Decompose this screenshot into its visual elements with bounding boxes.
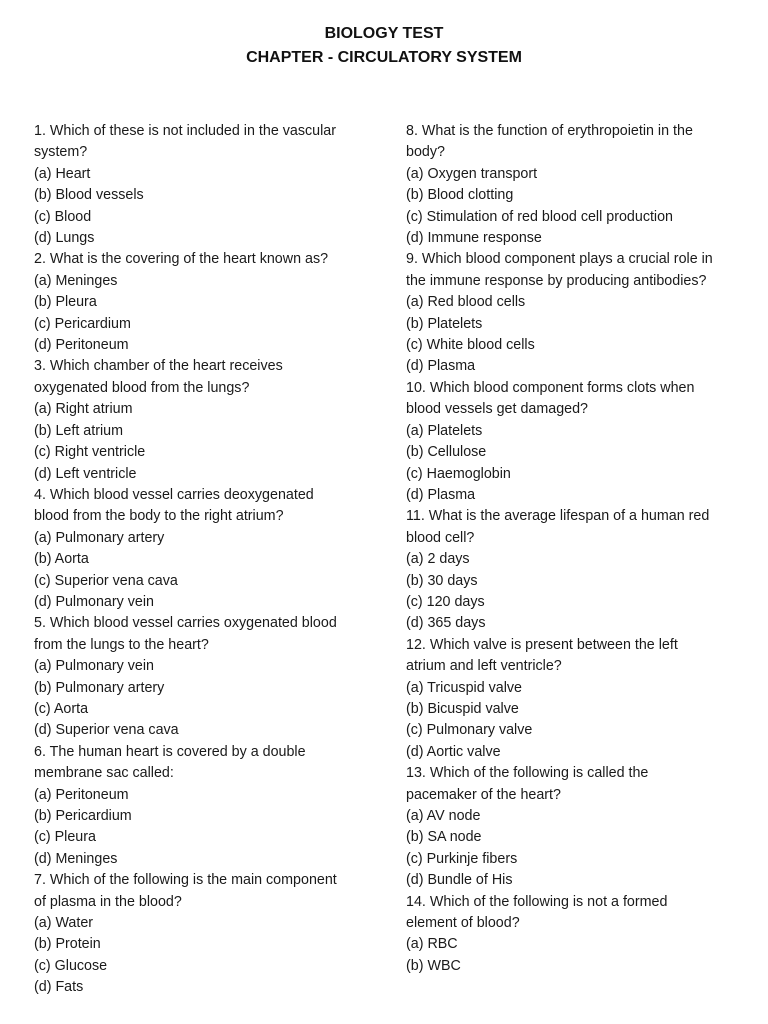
answer-option: (b) Platelets	[406, 315, 483, 332]
answer-option: (b) Pericardium	[34, 808, 132, 824]
answer-option: (c) Glucose	[34, 957, 108, 974]
question-text-continued: atrium and left ventricle?	[406, 658, 562, 675]
answer-option: (a) Water	[34, 915, 94, 932]
question-text-continued: membrane sac called:	[34, 765, 174, 782]
question-text-continued: body?	[406, 144, 445, 161]
answer-option: (a) Tricuspid valve	[406, 679, 523, 696]
answer-option: (d) Pulmonary vein	[34, 593, 154, 610]
answer-option: (c) Stimulation of red blood cell production	[406, 208, 674, 225]
answer-option: (b) WBC	[406, 957, 461, 974]
answer-option: (a) RBC	[406, 936, 458, 953]
answer-option: (a) Pulmonary artery	[34, 529, 165, 546]
question-text: 11. What is the average lifespan of a human red	[406, 508, 710, 525]
answer-option: (b) Protein	[34, 936, 101, 953]
answer-option: (b) SA node	[406, 829, 482, 846]
answer-option: (b) 30 days	[406, 572, 478, 589]
answer-option: (d) Plasma	[406, 358, 476, 375]
answer-option: (a) Right atrium	[34, 401, 133, 418]
answer-option: (b) Blood vessels	[34, 187, 144, 204]
answer-option: (c) Right ventricle	[34, 444, 146, 461]
question-text: 8. What is the function of erythropoietin in the	[406, 123, 693, 139]
answer-option: (a) Heart	[34, 165, 91, 182]
answer-option: (a) Meninges	[34, 272, 118, 289]
answer-option: (c) Haemoglobin	[406, 465, 511, 482]
answer-option: (a) AV node	[406, 808, 481, 824]
document-title: BIOLOGY TEST	[324, 25, 444, 42]
answer-option: (c) Superior vena cava	[34, 572, 178, 589]
answer-option: (b) Pulmonary artery	[34, 679, 165, 696]
question-text-continued: blood cell?	[406, 529, 475, 546]
answer-option: (d) Immune response	[406, 230, 542, 247]
question-text: 4. Which blood vessel carries deoxygenated	[34, 486, 314, 503]
question-text-continued: from the lungs to the heart?	[34, 636, 209, 653]
question-text: 9. Which blood component plays a crucial role in	[406, 251, 713, 268]
chapter-title: CHAPTER - CIRCULATORY SYSTEM	[246, 49, 522, 66]
answer-option: (c) Aorta	[34, 700, 89, 717]
question-text: 2. What is the covering of the heart known as?	[34, 251, 329, 268]
question-text: 7. Which of the following is the main component	[34, 872, 337, 889]
answer-option: (a) Pulmonary vein	[34, 658, 154, 675]
answer-option: (d) Plasma	[406, 486, 476, 503]
answer-option: (b) Bicuspid valve	[406, 700, 519, 717]
answer-option: (b) Pleura	[34, 294, 97, 311]
question-text: 5. Which blood vessel carries oxygenated blood	[34, 615, 337, 632]
question-text-continued: pacemaker of the heart?	[406, 786, 561, 803]
answer-option: (d) Bundle of His	[406, 872, 513, 889]
left-question-column	[34, 121, 374, 999]
question-text-continued: blood from the body to the right atrium?	[34, 508, 284, 525]
answer-option: (c) White blood cells	[406, 337, 535, 354]
question-text: 3. Which chamber of the heart receives	[34, 358, 283, 375]
answer-option: (b) Aorta	[34, 551, 89, 568]
question-text: 14. Which of the following is not a formed	[406, 893, 668, 910]
question-text-continued: element of blood?	[406, 915, 520, 932]
answer-option: (d) 365 days	[406, 615, 486, 632]
answer-option: (d) Lungs	[34, 230, 95, 247]
answer-option: (d) Left ventricle	[34, 465, 137, 482]
answer-option: (b) Left atrium	[34, 422, 123, 439]
answer-option: (b) Blood clotting	[406, 187, 514, 204]
question-text: 10. Which blood component forms clots when	[406, 379, 695, 396]
answer-option: (c) Blood	[34, 208, 92, 225]
document-header	[0, 22, 768, 70]
answer-option: (a) Peritoneum	[34, 786, 129, 803]
answer-option: (c) 120 days	[406, 593, 485, 610]
answer-option: (d) Fats	[34, 979, 84, 996]
answer-option: (b) Cellulose	[406, 444, 487, 461]
answer-option: (c) Purkinje fibers	[406, 850, 518, 867]
question-text-continued: system?	[34, 144, 88, 161]
question-text-continued: of plasma in the blood?	[34, 893, 182, 910]
question-text: 1. Which of these is not included in the vascular	[34, 123, 336, 139]
answer-option: (c) Pulmonary valve	[406, 722, 533, 739]
answer-option: (d) Aortic valve	[406, 743, 501, 760]
question-text-continued: the immune response by producing antibodies?	[406, 272, 707, 289]
answer-option: (d) Peritoneum	[34, 337, 129, 354]
answer-option: (c) Pericardium	[34, 315, 131, 332]
right-question-column	[406, 121, 741, 977]
question-text-continued: blood vessels get damaged?	[406, 401, 589, 418]
answer-option: (d) Superior vena cava	[34, 722, 179, 739]
question-text: 6. The human heart is covered by a double	[34, 743, 306, 760]
answer-option: (a) Red blood cells	[406, 294, 526, 311]
question-text: 12. Which valve is present between the left	[406, 636, 678, 653]
answer-option: (c) Pleura	[34, 829, 96, 846]
answer-option: (a) 2 days	[406, 551, 470, 568]
question-text: 13. Which of the following is called the	[406, 765, 649, 782]
answer-option: (a) Platelets	[406, 422, 483, 439]
question-text-continued: oxygenated blood from the lungs?	[34, 379, 250, 396]
answer-option: (d) Meninges	[34, 850, 118, 867]
answer-option: (a) Oxygen transport	[406, 165, 538, 182]
